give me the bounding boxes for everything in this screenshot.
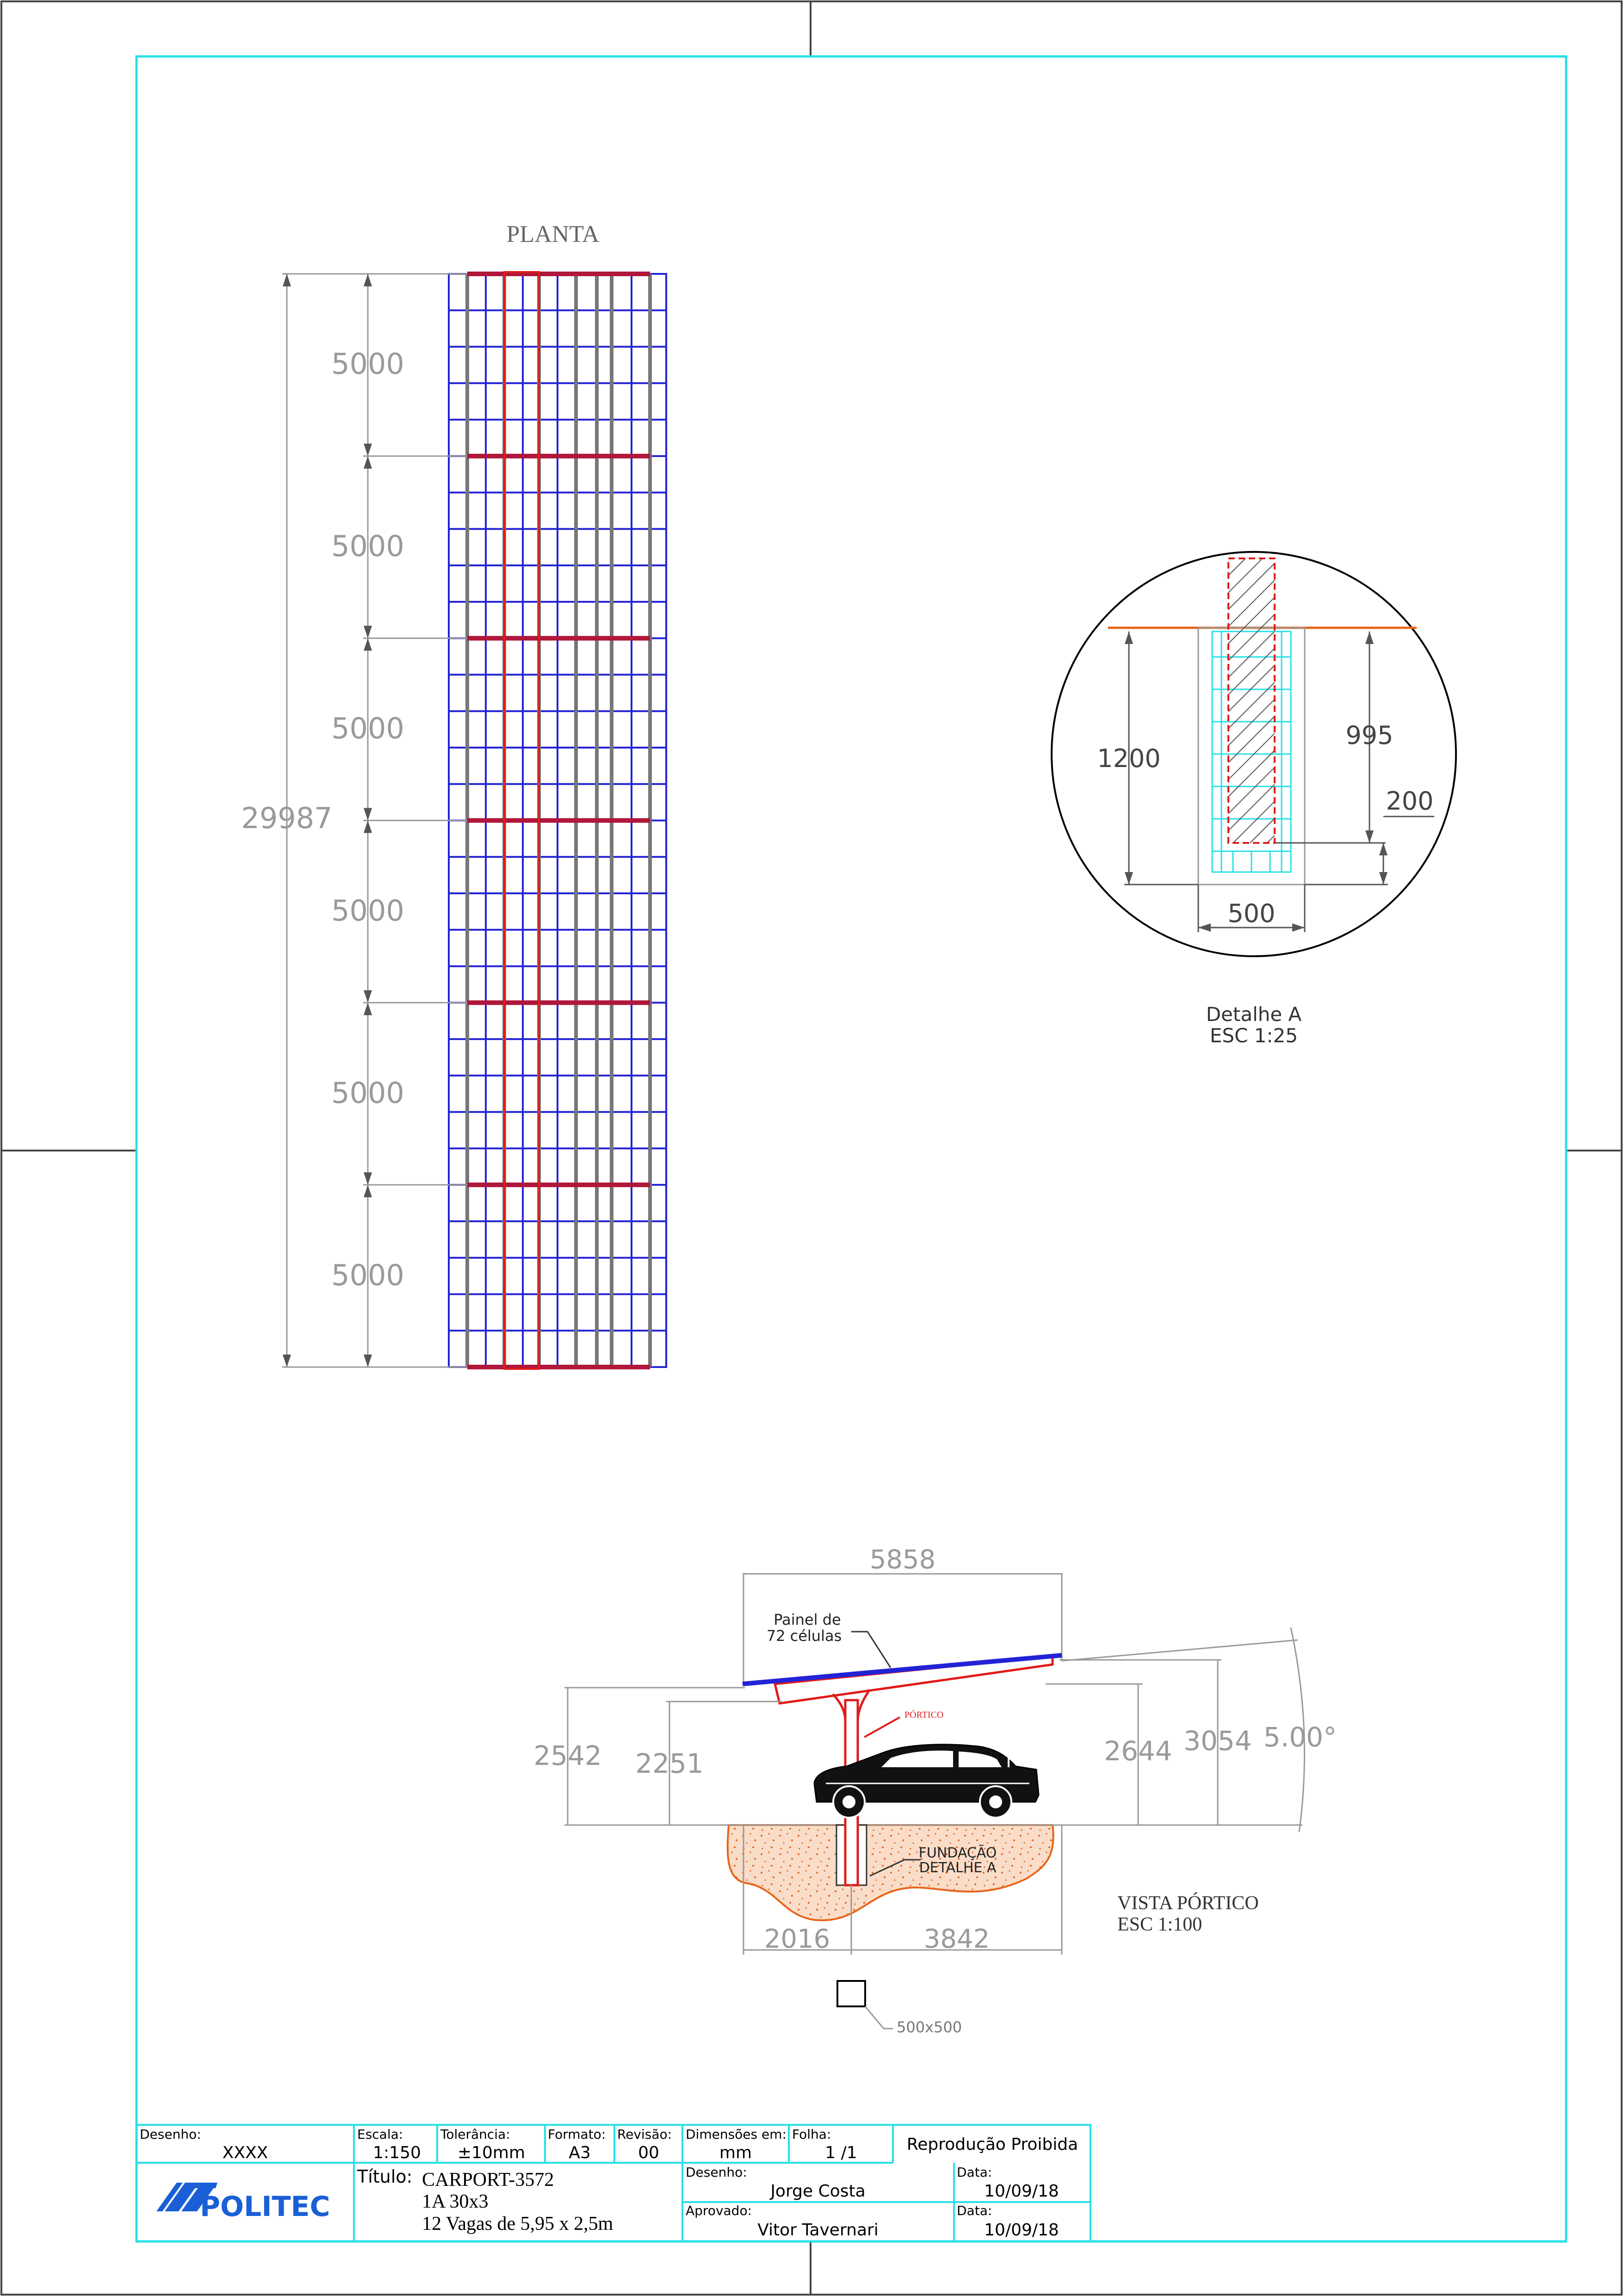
planta-view [241,221,666,1369]
planta-segment-dimension: 5000 [331,712,404,745]
tb-titulo-line3: 12 Vagas de 5,95 x 2,5m [422,2213,613,2234]
portico-footing-leader [865,2006,893,2029]
tb-titulo-label: Título: [357,2166,413,2187]
detail-a-title: Detalhe A [1206,1003,1302,1026]
planta-segment-dimension: 5000 [331,894,404,928]
logo-text: POLITEC [200,2191,330,2223]
portico-dim-left-outer: 2542 [533,1740,602,1771]
tb-data2-label: Data: [957,2203,992,2218]
planta-segment-dimension: 5000 [331,529,404,563]
portico-foundation-label: DETALHE A [919,1860,997,1876]
portico-beam [775,1656,1053,1703]
tb-desenhista-value: Jorge Costa [770,2182,866,2201]
portico-dim-right-inner: 2644 [1104,1735,1172,1767]
portico-dim-left-inner: 2251 [635,1748,704,1779]
planta-title: PLANTA [506,221,600,248]
politec-logo [156,2183,330,2223]
tb-dimensoes-value: mm [719,2143,752,2162]
tb-revisao-label: Revisão: [617,2127,672,2142]
tb-formato-label: Formato: [548,2127,606,2142]
planta-segment-dimension: 5000 [331,347,404,381]
portico-dim-bottom-right: 3842 [923,1924,990,1954]
tb-aprovado-value: Vitor Tavernari [757,2221,879,2240]
tb-folha-label: Folha: [792,2127,831,2142]
tb-data2-value: 10/09/18 [984,2221,1059,2240]
tb-desenho-label: Desenho: [140,2127,201,2142]
tb-titulo-line1: CARPORT-3572 [422,2169,554,2191]
detail-a-dim-embed: 995 [1345,721,1394,750]
detail-a-column [1228,558,1275,843]
portico-footing-symbol [837,1981,865,2006]
tb-reproducao: Reprodução Proibida [906,2135,1078,2154]
detail-a-dim-depth: 1200 [1097,744,1161,773]
tb-dimensoes-label: Dimensões em: [686,2127,787,2142]
tb-data1-value: 10/09/18 [984,2182,1059,2201]
portico-label-arrow [864,1717,900,1737]
portico-dim-bottom-left: 2016 [764,1924,830,1954]
title-block [136,2125,1090,2241]
tb-formato-value: A3 [569,2143,591,2162]
portico-foundation-label: FUNDAÇÃO [918,1845,997,1861]
portico-view [533,1545,1337,2036]
portico-panel-label: Painel de [774,1611,841,1628]
detail-a-dim-base: 200 [1386,786,1434,816]
planta-porticos [467,274,650,1367]
tb-folha-value: 1 /1 [825,2143,857,2162]
portico-footing-size: 500x500 [897,2018,962,2036]
tb-aprovado-label: Aprovado: [686,2203,752,2218]
portico-view-scale: ESC 1:100 [1117,1914,1202,1935]
detail-a-dimension-lines [1124,631,1434,932]
tb-titulo-line2: 1A 30x3 [422,2191,489,2212]
detail-a-view [1052,552,1456,1047]
detail-a-scale: ESC 1:25 [1209,1024,1298,1047]
tb-escala-value: 1:150 [373,2143,421,2162]
tb-data1-label: Data: [957,2165,992,2180]
portico-soil [728,1825,1053,1920]
portico-angle: 5.00° [1263,1721,1337,1753]
tb-tolerancia-label: Tolerância: [440,2127,510,2142]
planta-segment-dimension: 5000 [331,1258,404,1292]
portico-panel-leader [851,1632,891,1668]
portico-panel-label: 72 células [766,1627,842,1645]
portico-view-title: VISTA PÓRTICO [1117,1893,1259,1914]
tb-tolerancia-value: ±10mm [457,2143,526,2162]
portico-width-dimension: 5858 [869,1545,936,1575]
tb-escala-label: Escala: [357,2127,403,2142]
portico-dim-right-outer: 3054 [1183,1725,1252,1757]
tb-desenho-value: XXXX [222,2143,268,2162]
portico-label: PÓRTICO [904,1710,944,1720]
detail-a-dim-width: 500 [1227,899,1276,928]
planta-segment-dimension: 5000 [331,1076,404,1110]
tb-revisao-value: 00 [638,2143,659,2162]
tb-desenhista-label: Desenho: [686,2165,747,2180]
planta-total-dimension: 29987 [241,801,333,835]
